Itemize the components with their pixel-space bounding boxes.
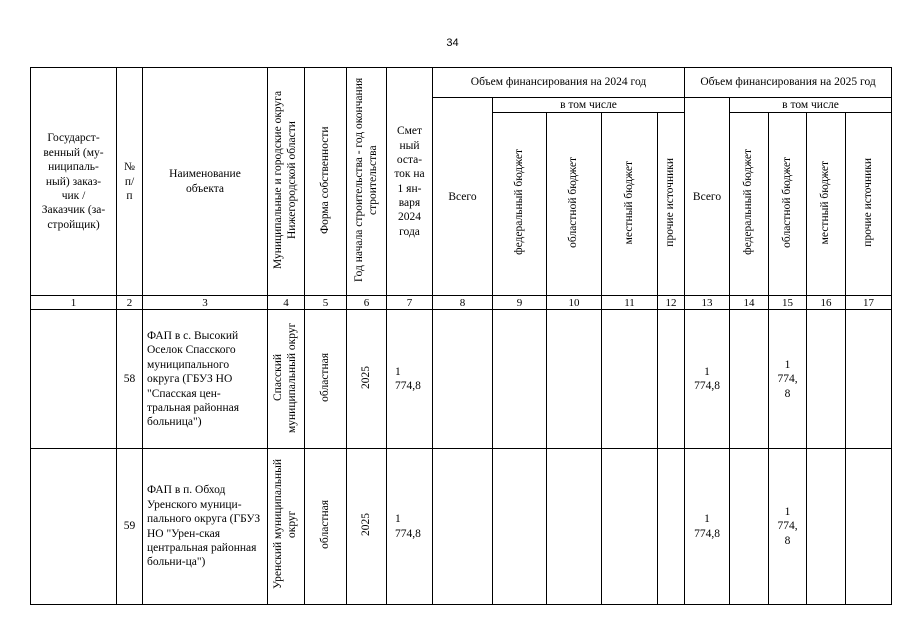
cell-regional-2025: 1 774, 8 [769, 310, 807, 449]
cell-local-2025 [807, 310, 846, 449]
financing-table [30, 67, 892, 605]
cell-ownership: областная [305, 449, 347, 604]
cell-total-2025: 1 774,8 [685, 449, 730, 604]
header-total-2025: Всего [685, 98, 730, 296]
column-number: 5 [305, 296, 347, 310]
cell-name: ФАП в с. Высокий Оселок Спасского муниципального округа (ГБУЗ НО "Спасская цен-тральная районная больница") [143, 310, 268, 449]
cell-federal-2025 [730, 449, 769, 604]
column-number: 17 [846, 296, 892, 310]
cell-municipality: Спасский муниципальный округ [268, 310, 305, 449]
column-number: 6 [347, 296, 387, 310]
header-local-2025: местный бюджет [807, 113, 846, 296]
cell-other-2025 [846, 449, 892, 604]
header-ownership: Форма собственности [305, 68, 347, 296]
cell-name: ФАП в п. Обход Уренского муници-пального округа (ГБУЗ НО "Урен-ская центральная районная больни-ца") [143, 449, 268, 604]
table-row [31, 449, 892, 604]
column-number: 10 [547, 296, 602, 310]
header-including-2024: в том числе [493, 98, 685, 113]
cell-customer [31, 310, 117, 449]
column-number: 8 [433, 296, 493, 310]
header-estimate: Смет ный оста- ток на 1 ян- варя 2024 года [387, 68, 433, 296]
cell-num: 59 [117, 449, 143, 604]
cell-federal-2025 [730, 310, 769, 449]
header-regional-2024: областной бюджет [547, 113, 602, 296]
header-local-2024: местный бюджет [602, 113, 658, 296]
table-row [31, 310, 892, 449]
column-number: 16 [807, 296, 846, 310]
header-municipality: Муниципальные и городские округа Нижегородской области [268, 68, 305, 296]
cell-municipality: Уренский муниципальный округ [268, 449, 305, 604]
cell-total-2025: 1 774,8 [685, 310, 730, 449]
header-fin-2024: Объем финансирования на 2024 год [433, 68, 685, 98]
header-federal-2024: федеральный бюджет [493, 113, 547, 296]
header-fin-2025: Объем финансирования на 2025 год [685, 68, 892, 98]
header-including-2025: в том числе [730, 98, 892, 113]
column-number: 14 [730, 296, 769, 310]
column-number: 9 [493, 296, 547, 310]
cell-regional-2024 [547, 310, 602, 449]
column-number: 13 [685, 296, 730, 310]
header-other-2025: прочие источники [846, 113, 892, 296]
cell-year: 2025 [347, 310, 387, 449]
header-federal-2025: федеральный бюджет [730, 113, 769, 296]
cell-other-2025 [846, 310, 892, 449]
column-number-row [31, 296, 892, 310]
cell-other-2024 [658, 310, 685, 449]
cell-total-2024 [433, 310, 493, 449]
header-regional-2025: областной бюджет [769, 113, 807, 296]
column-number: 2 [117, 296, 143, 310]
page-number: 34 [446, 37, 459, 49]
header-num: № п/ п [117, 68, 143, 296]
cell-local-2024 [602, 449, 658, 604]
column-number: 15 [769, 296, 807, 310]
header-name: Наименование объекта [143, 68, 268, 296]
cell-local-2025 [807, 449, 846, 604]
column-number: 4 [268, 296, 305, 310]
cell-estimate: 1 774,8 [387, 310, 433, 449]
cell-estimate: 1 774,8 [387, 449, 433, 604]
column-number: 12 [658, 296, 685, 310]
cell-total-2024 [433, 449, 493, 604]
cell-federal-2024 [493, 449, 547, 604]
header-customer: Государст- венный (му- ниципаль- ный) заказ- чик / Заказчик (за- стройщик) [31, 68, 117, 296]
cell-federal-2024 [493, 310, 547, 449]
header-total-2024: Всего [433, 98, 493, 296]
cell-other-2024 [658, 449, 685, 604]
header-other-2024: прочие источники [658, 113, 685, 296]
cell-year: 2025 [347, 449, 387, 604]
cell-num: 58 [117, 310, 143, 449]
column-number: 11 [602, 296, 658, 310]
header-years: Год начала строительства - год окончания строительства [347, 68, 387, 296]
cell-ownership: областная [305, 310, 347, 449]
cell-local-2024 [602, 310, 658, 449]
column-number: 3 [143, 296, 268, 310]
cell-customer [31, 449, 117, 604]
column-number: 7 [387, 296, 433, 310]
cell-regional-2025: 1 774, 8 [769, 449, 807, 604]
column-number: 1 [31, 296, 117, 310]
cell-regional-2024 [547, 449, 602, 604]
